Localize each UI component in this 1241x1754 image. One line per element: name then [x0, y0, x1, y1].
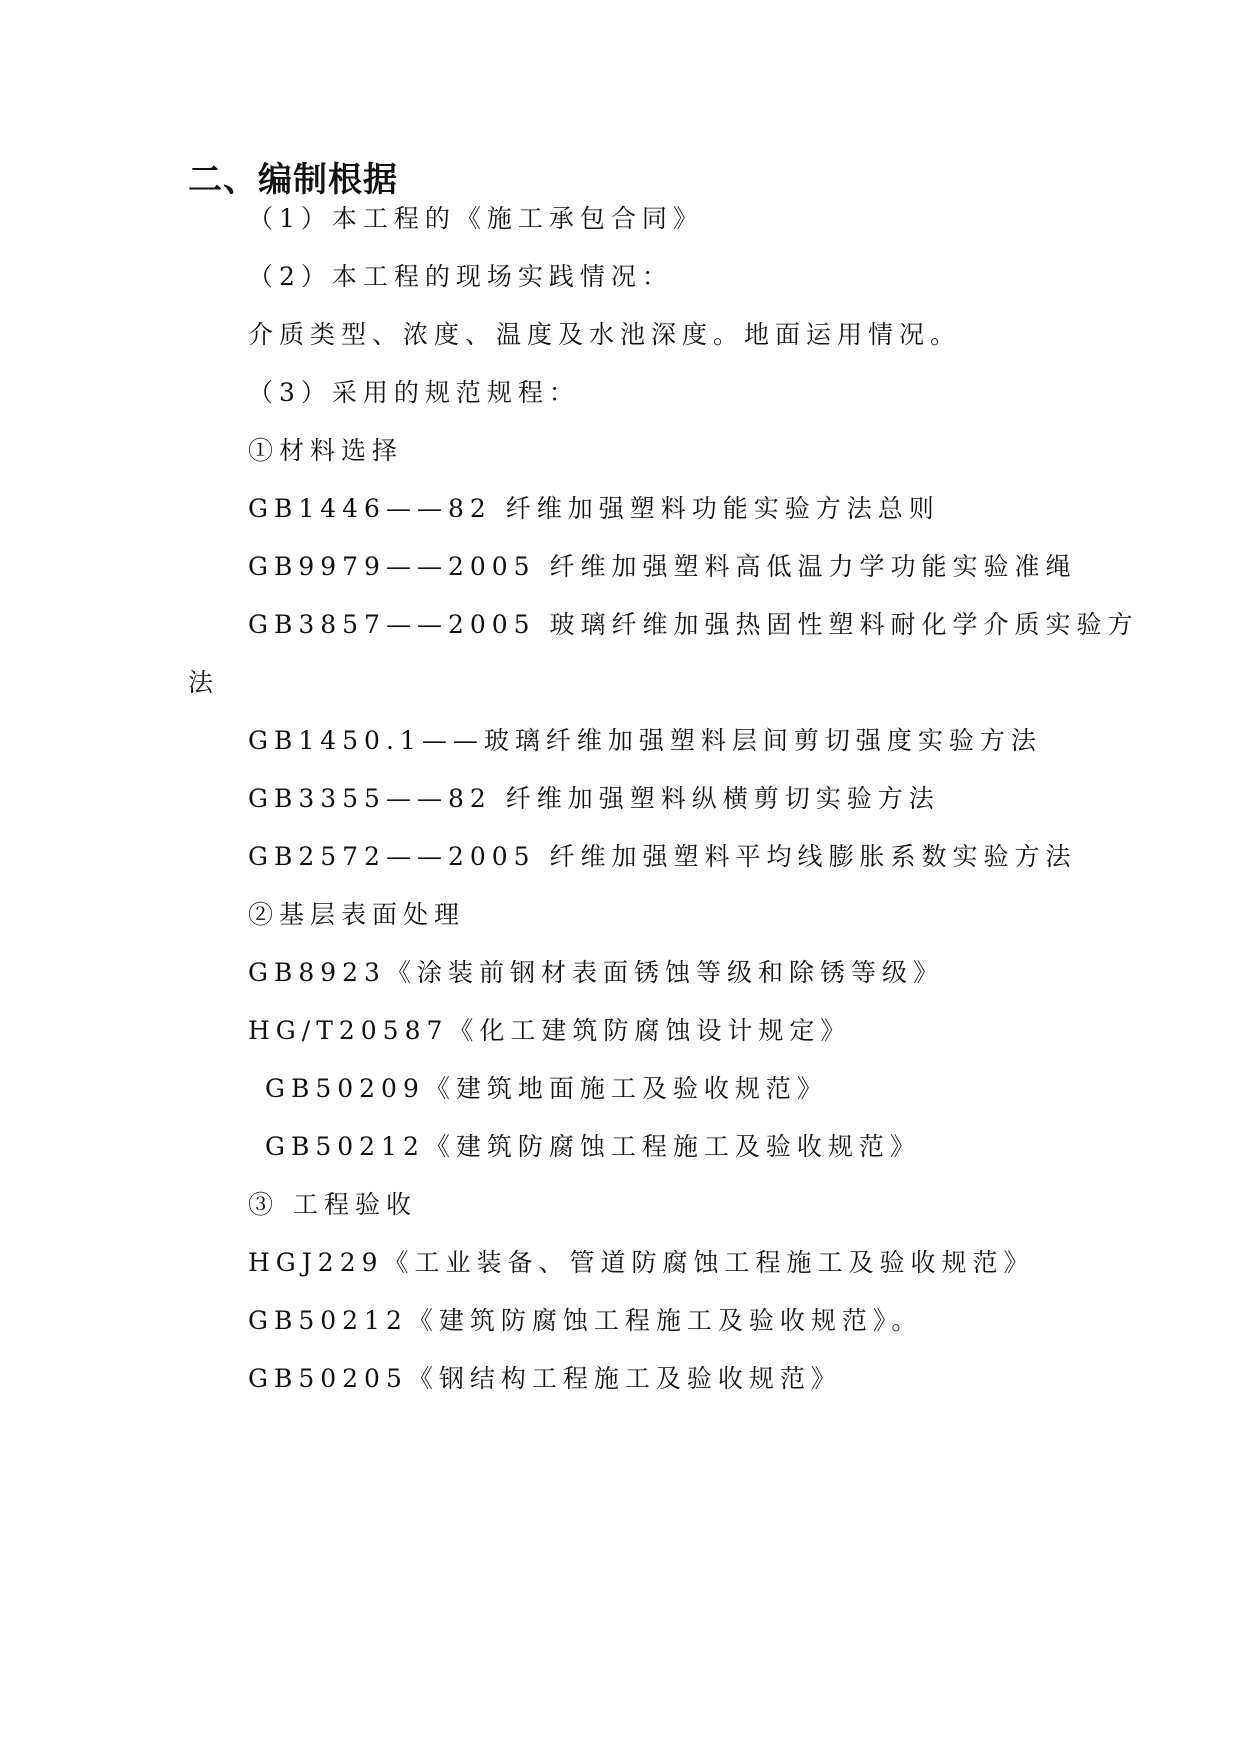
basis-item-standards: （3）采用的规范规程： [248, 378, 580, 407]
subheading-acceptance: ③ 工程验收 [248, 1190, 417, 1219]
section-heading: 二、编制根据 [188, 160, 398, 200]
standard-item: GB50212《建筑防腐蚀工程施工及验收规范》 [265, 1132, 921, 1161]
standard-item: GB3857——2005 玻璃纤维加强热固性塑料耐化学介质实验方 [248, 610, 1139, 639]
standard-item: HGJ229《工业装备、管道防腐蚀工程施工及验收规范》 [248, 1248, 1035, 1277]
standard-item: GB50205《钢结构工程施工及验收规范》 [248, 1364, 842, 1393]
standard-item: GB2572——2005 纤维加强塑料平均线膨胀系数实验方法 [248, 842, 1077, 871]
standard-item: HG/T20587《化工建筑防腐蚀设计规定》 [248, 1016, 852, 1045]
subheading-material-selection: ①材料选择 [248, 436, 404, 465]
standard-item: GB9979——2005 纤维加强塑料高低温力学功能实验准绳 [248, 552, 1077, 581]
standard-item: GB50209《建筑地面施工及验收规范》 [265, 1074, 828, 1103]
basis-item-site-conditions: （2）本工程的现场实践情况： [248, 262, 673, 291]
basis-item-contract: （1）本工程的《施工承包合同》 [248, 204, 704, 233]
standard-item: GB1446——82 纤维加强塑料功能实验方法总则 [248, 494, 940, 523]
site-conditions-detail: 介质类型、浓度、温度及水池深度。地面运用情况。 [248, 320, 962, 349]
standard-item: GB8923《涂装前钢材表面锈蚀等级和除锈等级》 [248, 958, 944, 987]
standard-item: GB3355——82 纤维加强塑料纵横剪切实验方法 [248, 784, 940, 813]
standard-item-continuation: 法 [188, 668, 220, 697]
standard-item: GB1450.1——玻璃纤维加强塑料层间剪切强度实验方法 [248, 726, 1042, 755]
standard-item: GB50212《建筑防腐蚀工程施工及验收规范》。 [248, 1306, 923, 1335]
subheading-surface-treatment: ②基层表面处理 [248, 900, 466, 929]
